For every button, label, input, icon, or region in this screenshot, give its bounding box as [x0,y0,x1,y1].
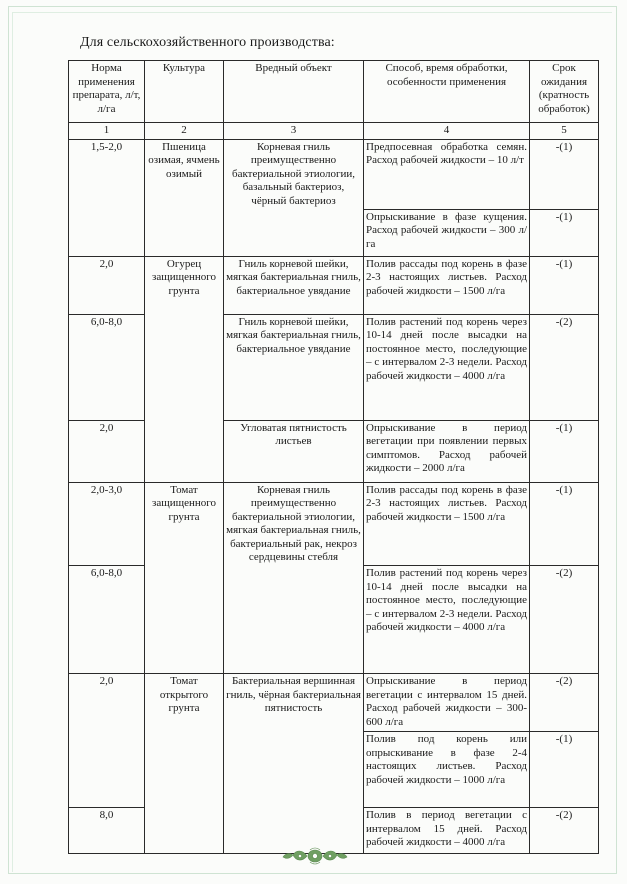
header-crop: Культура [145,61,224,123]
pest-cell [224,209,364,256]
norm-cell: 6,0-8,0 [69,314,145,420]
norm-cell: 8,0 [69,808,145,854]
section-heading: Для сельскохозяйственного производства: [80,35,335,50]
wait-cell: -(1) [530,732,599,808]
norm-cell [69,732,145,808]
crop-cell: Томат открытого грунта [145,674,224,732]
table-row [69,256,599,314]
col-number: 3 [224,123,364,140]
crop-cell: Томат защищенного грунта [145,482,224,566]
header-norm: Норма применения препарата, л/т, л/га [69,61,145,123]
method-cell: Опрыскивание в фазе кущения. Расход рабочей жидкости – 300 л/га [364,209,530,256]
crop-cell [145,732,224,808]
pest-cell: Корневая гниль преимущественно бактериальной этиологии, базальный бактериоз, чёрный бактериоз [224,139,364,209]
method-cell: Опрыскивание в период вегетации с интервалом 15 дней. Расход рабочей жидкости – 300-600 л/га [364,674,530,732]
wait-cell: -(1) [530,209,599,256]
table-row [69,209,599,256]
norm-cell: 6,0-8,0 [69,566,145,674]
wait-cell: -(2) [530,566,599,674]
pest-cell: Угловатая пятнистость листьев [224,420,364,482]
wait-cell: -(2) [530,314,599,420]
method-cell: Предпосевная обработка семян. Расход рабочей жидкости – 10 л/т [364,139,530,209]
pest-cell: Бактериальная вершинная гниль, чёрная бактериальная пятнистость [224,674,364,732]
norm-cell: 2,0 [69,674,145,732]
norm-cell: 1,5-2,0 [69,139,145,209]
method-cell: Полив под корень или опрыскивание в фазе 2-4 настоящих листьев. Расход рабочей жидкости – 1000 л/га [364,732,530,808]
col-number: 2 [145,123,224,140]
pest-cell [224,732,364,808]
col-number: 1 [69,123,145,140]
wait-cell: -(2) [530,674,599,732]
crop-cell: Пшеница озимая, ячмень озимый [145,139,224,209]
table-row [69,674,599,732]
crop-cell: Огурец защищенного грунта [145,256,224,314]
table-row [69,314,599,420]
pest-cell: Гниль корневой шейки, мягкая бактериальная гниль, бактериальное увядание [224,256,364,314]
norm-cell: 2,0-3,0 [69,482,145,566]
crop-cell [145,314,224,420]
table-header-row [69,61,599,123]
method-cell: Полив растений под корень через 10-14 дней после высадки на постоянное место, последующие – с интервалом 2-3 недели. Расход рабочей жидкости – 4000 л/га [364,566,530,674]
table-row [69,732,599,808]
wait-cell: -(2) [530,808,599,854]
table-row [69,482,599,566]
crop-cell [145,566,224,674]
table-row [69,420,599,482]
col-number: 5 [530,123,599,140]
method-cell: Полив рассады под корень в фазе 2-3 настоящих листьев. Расход рабочей жидкости – 1500 л/га [364,256,530,314]
column-number-row [69,123,599,140]
regulation-table [68,60,599,854]
crop-cell [145,420,224,482]
header-method: Способ, время обработки, особенности применения [364,61,530,123]
pest-cell [224,566,364,674]
norm-cell [69,209,145,256]
norm-cell: 2,0 [69,420,145,482]
floral-ornament-icon [280,846,350,866]
header-wait: Срок ожидания (кратность обработок) [530,61,599,123]
table-row [69,139,599,209]
method-cell: Полив растений под корень через 10-14 дней после высадки на постоянное место, последующие – с интервалом 2-3 недели. Расход рабочей жидкости – 4000 л/га [364,314,530,420]
crop-cell [145,209,224,256]
crop-cell [145,808,224,854]
header-pest: Вредный объект [224,61,364,123]
pest-cell: Корневая гниль преимущественно бактериальной этиологии, мягкая бактериальная гниль, бактериальный рак, некроз сердцевины стебля [224,482,364,566]
wait-cell: -(1) [530,420,599,482]
pest-cell: Гниль корневой шейки, мягкая бактериальная гниль, бактериальное увядание [224,314,364,420]
wait-cell: -(1) [530,256,599,314]
col-number: 4 [364,123,530,140]
norm-cell: 2,0 [69,256,145,314]
table-row [69,566,599,674]
method-cell: Полив рассады под корень в фазе 2-3 настоящих листьев. Расход рабочей жидкости – 1500 л/га [364,482,530,566]
method-cell: Опрыскивание в период вегетации при появлении первых симптомов. Расход рабочей жидкости – 2000 л/га [364,420,530,482]
wait-cell: -(1) [530,139,599,209]
wait-cell: -(1) [530,482,599,566]
method-cell: Полив в период вегетации с интервалом 15 дней. Расход рабочей жидкости – 4000 л/га [364,808,530,854]
